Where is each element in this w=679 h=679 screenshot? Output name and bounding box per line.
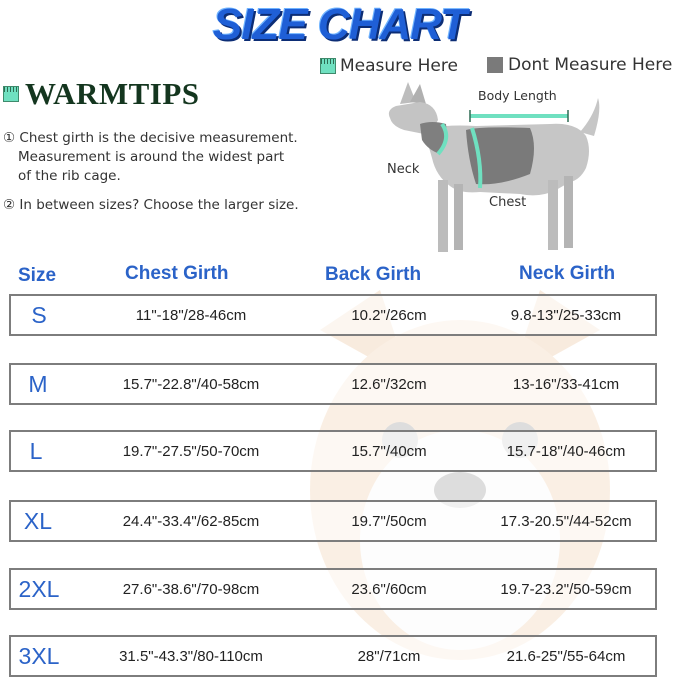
ruler-icon [3,86,19,102]
legend-dont-measure [487,55,672,75]
neck-label: Neck [387,162,420,177]
size-label: M [28,370,48,397]
neck-girth-value: 21.6-25"/55-64cm [506,647,626,665]
table-row [9,500,657,542]
warmtips-title: WARMTIPS [25,76,200,111]
size-label: 3XL [18,642,60,669]
table-row [9,294,657,336]
legend-dont-measure-label: Dont Measure Here [508,55,673,75]
tip-1-line-3: of the rib cage. [18,168,121,184]
size-label: XL [23,507,53,534]
back-girth-value: 19.7"/50cm [351,512,427,530]
header-neck-girth: Neck Girth [519,263,616,284]
header-chest-girth: Chest Girth [125,263,229,284]
chest-label: Chest [489,195,527,210]
chest-girth-value: 27.6"-38.6"/70-98cm [122,580,260,598]
tip-2: ② In between sizes? Choose the larger size. [3,197,299,213]
body-length-label: Body Length [478,88,557,103]
background-dog-watermark [290,290,630,670]
neck-girth-value: 19.7-23.2"/50-59cm [500,580,632,598]
chest-girth-value: 11"-18"/28-46cm [135,306,247,324]
chest-girth-value: 24.4"-33.4"/62-85cm [122,512,260,530]
tip-1-line-1: ① Chest girth is the decisive measurement. [3,130,298,146]
chest-girth-value: 19.7"-27.5"/50-70cm [122,442,260,460]
chest-girth-value: 15.7"-22.8"/40-58cm [122,375,260,393]
chest-girth-value: 31.5"-43.3"/80-110cm [119,647,263,665]
header-back-girth: Back Girth [325,264,422,285]
gray-swatch-icon [487,57,503,73]
table-row [9,363,657,405]
warmtips-heading [3,76,200,112]
neck-girth-value: 15.7-18"/40-46cm [506,442,626,460]
header-size: Size [18,265,57,286]
table-row [9,635,657,677]
dog-silhouette-icon [389,82,599,252]
neck-girth-value: 17.3-20.5"/44-52cm [500,512,632,530]
ruler-icon [320,58,336,74]
tip-1 [3,129,298,186]
back-girth-value: 23.6"/60cm [351,580,427,598]
neck-girth-value: 13-16"/33-41cm [512,375,620,393]
size-label: L [29,437,43,464]
table-row [9,568,657,610]
legend-measure [320,56,458,76]
neck-girth-value: 9.8-13"/25-33cm [510,306,622,324]
size-label: S [31,301,47,328]
back-girth-value: 12.6"/32cm [351,375,427,393]
back-girth-value: 28"/71cm [357,647,421,665]
size-label: 2XL [18,575,60,602]
tip-1-line-2: Measurement is around the widest part [18,149,285,165]
back-girth-value: 15.7"/40cm [351,442,427,460]
back-girth-value: 10.2"/26cm [351,306,427,324]
table-row [9,430,657,472]
legend-measure-label: Measure Here [340,56,458,76]
page-title: SIZE CHART [212,0,467,49]
